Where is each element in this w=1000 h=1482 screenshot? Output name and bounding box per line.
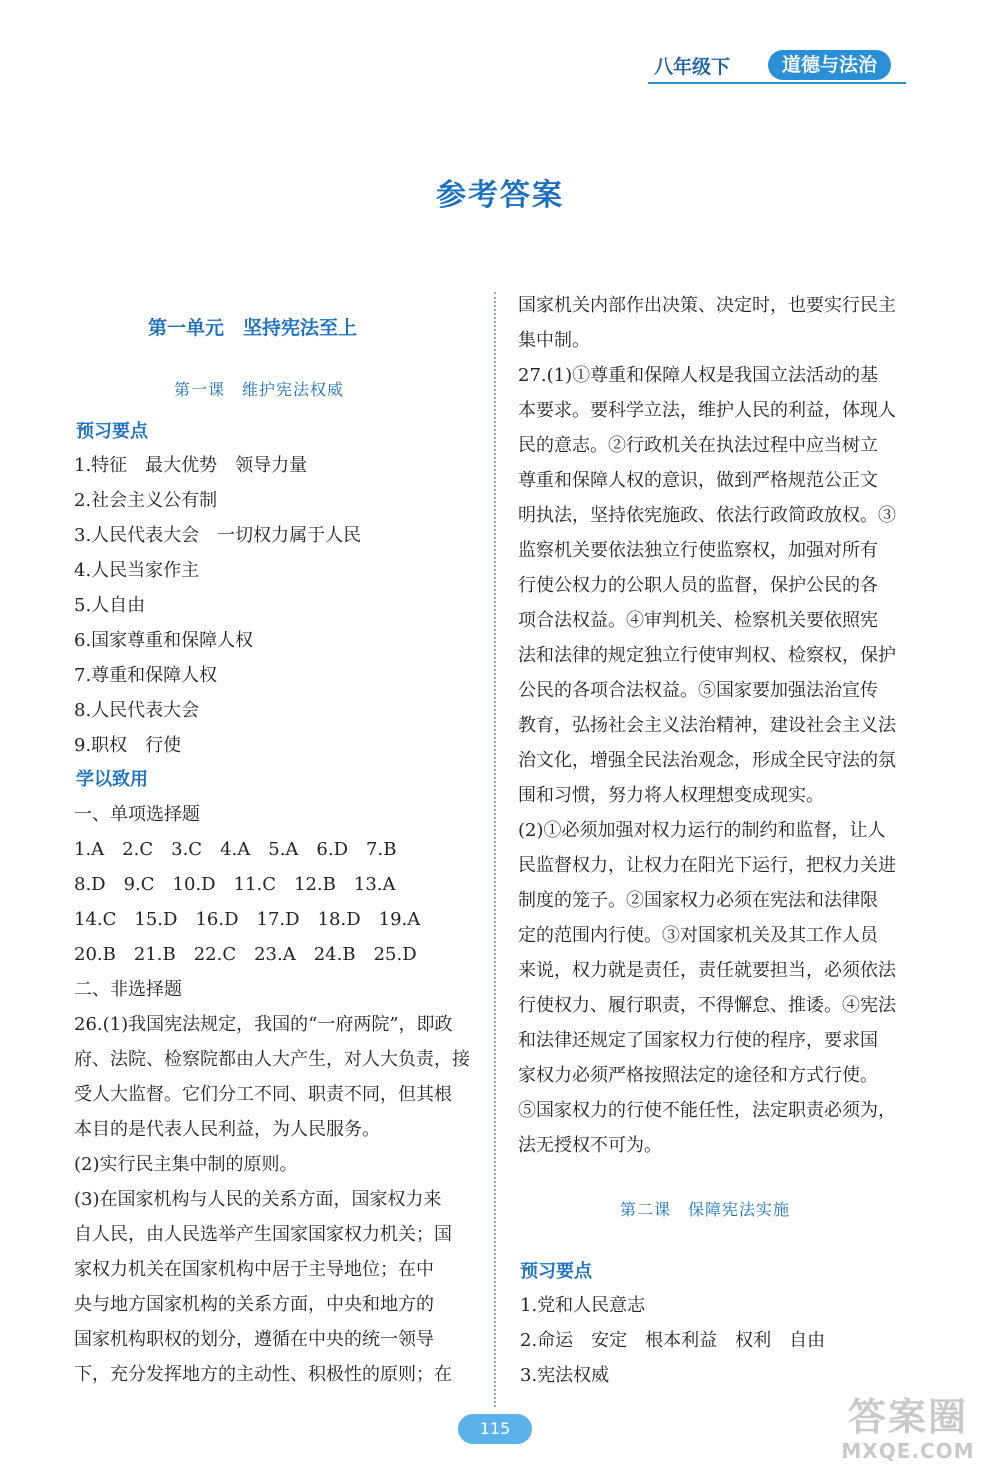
- answer-text-line: (2)实行民主集中制的原则。: [74, 1154, 298, 1175]
- answer-text-line: 本目的是代表人民利益，为人民服务。: [74, 1119, 380, 1140]
- answer-text-line: 国家机关内部作出决策、决定时，也要实行民主: [518, 295, 896, 316]
- answer-text-line: 行使权力、履行职责，不得懈怠、推诿。④宪法: [518, 995, 896, 1016]
- answer-text-line: 和法律还规定了国家权力行使的程序，要求国: [518, 1030, 878, 1051]
- section-heading-practice: 学以致用: [76, 769, 148, 790]
- lesson-title: 第一课 维护宪法权威: [174, 380, 345, 399]
- preview-item: 3.人民代表大会 一切权力属于人民: [74, 525, 362, 546]
- answer-text-line: 26.(1)我国宪法规定，我国的“一府两院”，即政: [74, 1014, 453, 1035]
- preview-item: 4.人民当家作主: [74, 560, 200, 581]
- preview-item: 1.党和人民意志: [520, 1295, 646, 1316]
- watermark-text: 答案圈: [847, 1395, 968, 1439]
- answer-text-line: 教育，弘扬社会主义法治精神，建设社会主义法: [518, 715, 896, 736]
- answer-row: 8.D 9.C 10.D 11.C 12.B 13.A: [74, 874, 396, 895]
- answer-text-line: 本要求。要科学立法，维护人民的利益，体现人: [518, 400, 896, 421]
- answer-text-line: 监察机关要依法独立行使监察权，加强对所有: [518, 540, 878, 561]
- answer-text-line: 27.(1)①尊重和保障人权是我国立法活动的基: [518, 365, 879, 386]
- answer-text-line: 制度的笼子。②国家权力必须在宪法和法律限: [518, 890, 878, 911]
- answer-text-line: 央与地方国家机构的关系方面，中央和地方的: [74, 1294, 434, 1315]
- section-heading-preview: 预习要点: [520, 1261, 592, 1282]
- preview-item: 5.人自由: [74, 595, 146, 616]
- header-underline: [648, 82, 906, 84]
- answer-text-line: 受人大监督。它们分工不同、职责不同，但其根: [74, 1084, 452, 1105]
- answer-text-line: (2)①必须加强对权力运行的制约和监督，让人: [518, 820, 886, 841]
- answer-row: 14.C 15.D 16.D 17.D 18.D 19.A: [74, 909, 421, 930]
- preview-item: 6.国家尊重和保障人权: [74, 630, 254, 651]
- answer-text-line: 项合法权益。④审判机关、检察机关要依照宪: [518, 610, 878, 631]
- page-number: 115: [458, 1414, 532, 1444]
- page-header: [648, 50, 908, 86]
- answer-text-line: 定的范围内行使。③对国家机关及其工作人员: [518, 925, 878, 946]
- answer-text-line: 自人民，由人民选举产生国家国家权力机关；国: [74, 1224, 452, 1245]
- answer-text-line: 家权力机关在国家机构中居于主导地位；在中: [74, 1259, 434, 1280]
- answer-text-line: 法无授权不可为。: [518, 1135, 662, 1156]
- answer-row: 20.B 21.B 22.C 23.A 24.B 25.D: [74, 944, 417, 965]
- grade-label: 八年级下: [654, 56, 731, 78]
- watermark-url: MXQE.COM: [841, 1439, 975, 1463]
- preview-item: 9.职权 行使: [74, 735, 182, 756]
- answer-text-line: 家权力必须严格按照法定的途径和方式行使。: [518, 1065, 878, 1086]
- unit-title: 第一单元 坚持宪法至上: [148, 317, 358, 339]
- lesson-title: 第二课 保障宪法实施: [620, 1200, 791, 1219]
- answer-text-line: 集中制。: [518, 330, 590, 351]
- answer-text-line: ⑤国家权力的行使不能任性，法定职责必须为，: [518, 1100, 896, 1121]
- answer-text-line: 行使公权力的公职人员的监督，保护公民的各: [518, 575, 878, 596]
- column-divider: [494, 292, 496, 1407]
- answer-row: 1.A 2.C 3.C 4.A 5.A 6.D 7.B: [74, 839, 397, 860]
- answer-text-line: 国家机构职权的划分，遵循在中央的统一领导: [74, 1329, 434, 1350]
- answer-text-line: 法和法律的规定独立行使审判权、检察权，保护: [518, 645, 896, 666]
- answer-text-line: 公民的各项合法权益。⑤国家要加强法治宣传: [518, 680, 878, 701]
- section-heading-preview: 预习要点: [76, 421, 148, 442]
- preview-item: 1.特征 最大优势 领导力量: [74, 455, 308, 476]
- answer-text-line: 围和习惯，努力将人权理想变成现实。: [518, 785, 824, 806]
- preview-item: 3.宪法权威: [520, 1365, 610, 1386]
- preview-item: 7.尊重和保障人权: [74, 665, 218, 686]
- answer-text-line: 明执法，坚持依宪施政、依法行政简政放权。③: [518, 505, 896, 526]
- answer-text-line: 来说，权力就是责任，责任就要担当，必须依法: [518, 960, 896, 981]
- answer-text-line: 民监督权力，让权力在阳光下运行，把权力关进: [518, 855, 896, 876]
- preview-item: 2.命运 安定 根本利益 权利 自由: [520, 1330, 826, 1351]
- answer-text-line: 下，充分发挥地方的主动性、积极性的原则；在: [74, 1364, 452, 1385]
- subject-badge: 道德与法治: [768, 50, 891, 80]
- answer-text-line: 治文化，增强全民法治观念，形成全民守法的氛: [518, 750, 896, 771]
- watermark-logo: [820, 1395, 996, 1477]
- page-title: 参考答案: [436, 178, 564, 213]
- answer-text-line: (3)在国家机构与人民的关系方面，国家权力来: [74, 1189, 442, 1210]
- answer-text-line: 尊重和保障人权的意识，做到严格规范公正文: [518, 470, 878, 491]
- answer-text-line: 府、法院、检察院都由人大产生，对人大负责，接: [74, 1049, 470, 1070]
- part-heading: 二、非选择题: [74, 979, 182, 1000]
- preview-item: 8.人民代表大会: [74, 700, 200, 721]
- preview-item: 2.社会主义公有制: [74, 490, 218, 511]
- answer-text-line: 民的意志。②行政机关在执法过程中应当树立: [518, 435, 878, 456]
- part-heading: 一、单项选择题: [74, 804, 200, 825]
